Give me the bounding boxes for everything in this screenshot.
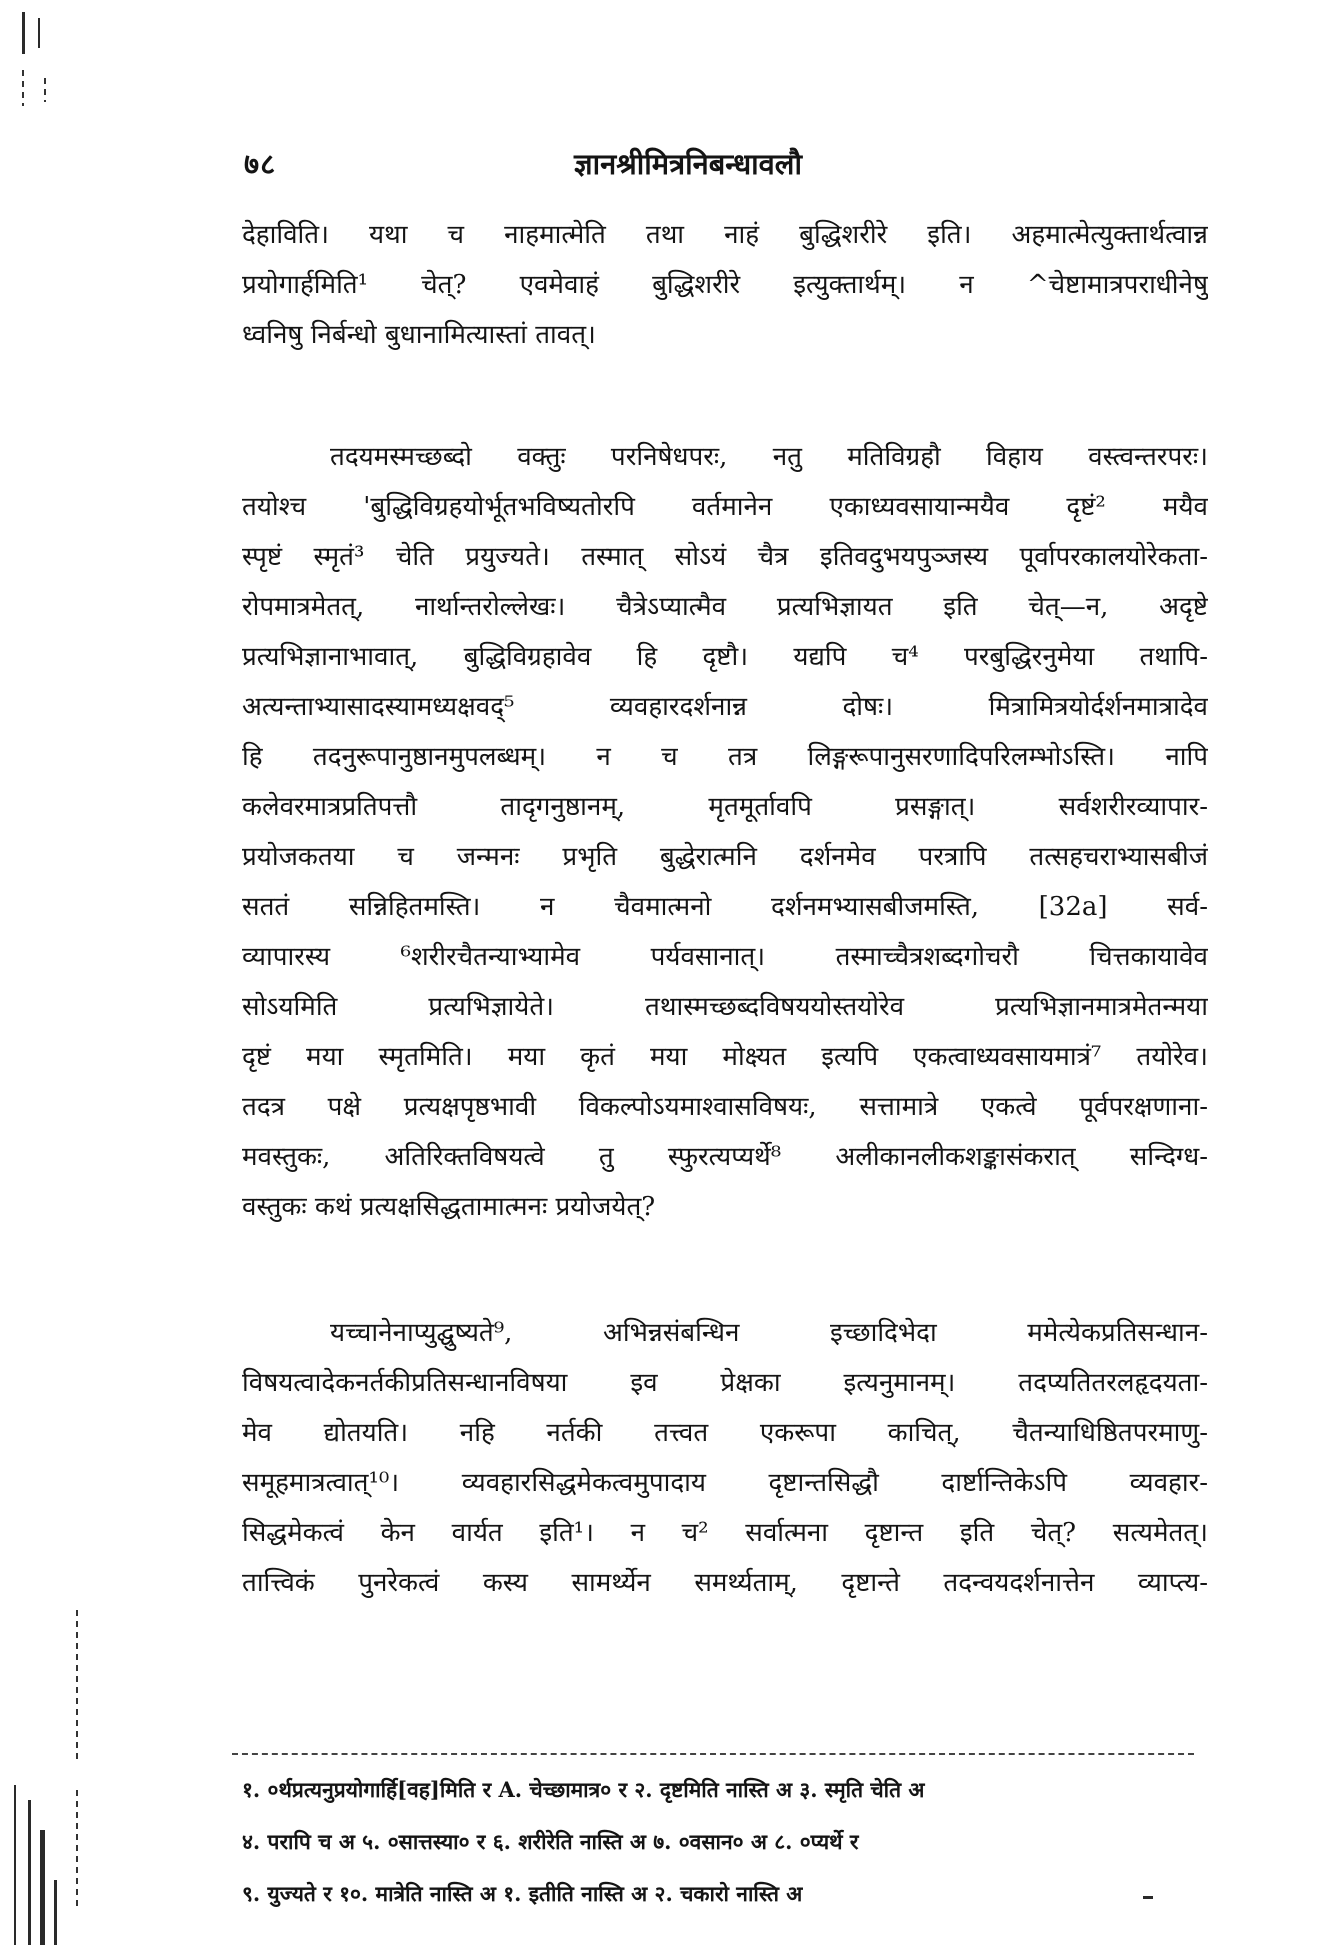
scan-edge-mark: [76, 1790, 78, 1910]
scan-edge-mark: [22, 70, 24, 106]
scan-edge-mark: [44, 78, 46, 102]
body-line: स्पृष्टं स्मृतं³ चेति प्रयुज्यते। तस्मात् सोऽयं चैत्र इतिवदुभयपुञ्जस्य पूर्वापरकालयोरेकता-: [242, 542, 1208, 572]
body-line: रोपमात्रमेतत्, नार्थान्तरोल्लेखः। चैत्रेऽप्यात्मैव प्रत्यभिज्ञायत इति चेत्—न, अदृष्टे: [242, 592, 1208, 622]
scan-edge-mark: [40, 1830, 45, 1945]
scan-edge-mark: [54, 1880, 57, 1945]
body-line: अत्यन्ताभ्यासादस्यामध्यक्षवद्⁵ व्यवहारदर्शनान्न दोषः। मित्रामित्रयोर्दर्शनमात्रादेव: [242, 692, 1208, 722]
body-line: देहाविति। यथा च नाहमात्मेति तथा नाहं बुद्धिशरीरे इति। अहमात्मेत्युक्तार्थत्वान्न: [242, 220, 1208, 250]
scan-edge-mark: [38, 18, 40, 48]
body-line: वस्तुकः कथं प्रत्यक्षसिद्धतामात्मनः प्रयोजयेत्?: [242, 1192, 656, 1222]
running-title: ज्ञानश्रीमित्रनिबन्धावलौ: [574, 147, 802, 181]
body-line: कलेवरमात्रप्रतिपत्तौ तादृगनुष्ठानम्, मृतमूर्तावपि प्रसङ्गात्। सर्वशरीरव्यापार-: [242, 792, 1208, 822]
footnote-line: ९. युज्यते र १०. मात्रेति नास्ति अ १. इतीति नास्ति अ २. चकारो नास्ति अ: [242, 1881, 803, 1906]
body-line: समूहमात्रत्वात्¹⁰। व्यवहारसिद्धमेकत्वमुपादाय दृष्टान्तसिद्धौ दार्ष्टान्तिकेऽपि व्यवहार-: [242, 1468, 1208, 1498]
body-line: ध्वनिषु निर्बन्धो बुधानामित्यास्तां तावत्।: [242, 320, 596, 350]
scan-edge-mark: [76, 1610, 78, 1760]
body-line: हि तदनुरूपानुष्ठानमुपलब्धम्। न च तत्र लिङ्गरूपानुसरणादिपरिलम्भोऽस्ति। नापि: [242, 742, 1208, 772]
body-line: मवस्तुकः, अतिरिक्तविषयत्वे तु स्फुरत्यप्यर्थे⁸ अलीकानलीकशङ्कासंकरात् सन्दिग्ध-: [242, 1142, 1208, 1172]
body-line: दृष्टं मया स्मृतमिति। मया कृतं मया मोक्ष्यत इत्यपि एकत्वाध्यवसायमात्रं⁷ तयोरेव।: [242, 1042, 1208, 1072]
scan-edge-mark: [14, 1785, 16, 1945]
footnote-line: ४. परापि च अ ५. ०सात्तस्या० र ६. शरीरेति नास्ति अ ७. ०वसान० अ ८. ०प्यर्थे र: [242, 1829, 859, 1854]
body-line: तात्त्विकं पुनरेकत्वं कस्य सामर्थ्येन समर्थ्यताम्, दृष्टान्ते तदन्वयदर्शनात्तेन व्याप्त्य-: [242, 1568, 1208, 1598]
body-line: प्रयोगार्हमिति¹ चेत्? एवमेवाहं बुद्धिशरीरे इत्युक्तार्थम्। न ^चेष्टामात्रपराधीनेषु: [242, 270, 1208, 300]
footnote-divider: [232, 1753, 1194, 1755]
body-line: तयोश्च 'बुद्धिविग्रहयोर्भूतभविष्यतोरपि वर्तमानेन एकाध्यवसायान्मयैव दृष्टं² मयैव: [242, 492, 1208, 522]
body-line: सोऽयमिति प्रत्यभिज्ञायेते। तथास्मच्छब्दविषययोस्तयोरेव प्रत्यभिज्ञानमात्रमेतन्मया: [242, 992, 1208, 1022]
scan-edge-mark: [22, 12, 25, 54]
body-line: विषयत्वादेकनर्तकीप्रतिसन्धानविषया इव प्रेक्षका इत्यनुमानम्। तदप्यतितरलहृदयता-: [242, 1368, 1208, 1398]
body-line: तदत्र पक्षे प्रत्यक्षपृष्ठभावी विकल्पोऽयमाश्वासविषयः, सत्तामात्रे एकत्वे पूर्वपरक्षणाना-: [242, 1092, 1208, 1122]
scan-edge-mark: [28, 1800, 31, 1945]
body-line: व्यापारस्य ⁶शरीरचैतन्याभ्यामेव पर्यवसानात्। तस्माच्चैत्रशब्दगोचरौ चित्तकायावेव: [242, 942, 1208, 972]
body-line: प्रत्यभिज्ञानाभावात्, बुद्धिविग्रहावेव हि दृष्टौ। यद्यपि च⁴ परबुद्धिरनुमेया तथापि-: [242, 642, 1208, 672]
body-line: सततं सन्निहितमस्ति। न चैवमात्मनो दर्शनमभ्यासबीजमस्ति, [32a] सर्व-: [242, 892, 1208, 922]
body-line: सिद्धमेकत्वं केन वार्यत इति¹। न च² सर्वात्मना दृष्टान्त इति चेत्? सत्यमेतत्।: [242, 1518, 1208, 1548]
body-line: यच्चानेनाप्युद्घुष्यते⁹, अभिन्नसंबन्धिन इच्छादिभेदा ममेत्येकप्रतिसन्धान-: [330, 1318, 1208, 1348]
body-line: प्रयोजकतया च जन्मनः प्रभृति बुद्धेरात्मनि दर्शनमेव परत्रापि तत्सहचराभ्यासबीजं: [242, 842, 1208, 872]
footnote-line: १. ०र्थप्रत्यनुप्रयोगार्हि[वह]मिति र A. चेच्छामात्र० र २. दृष्टमिति नास्ति अ ३. स्मृति चेति अ: [242, 1777, 925, 1802]
page-number: ७८: [244, 147, 277, 181]
body-line: मेव द्योतयति। नहि नर्तकी तत्त्वत एकरूपा काचित्, चैतन्याधिष्ठितपरमाणु-: [242, 1418, 1208, 1448]
body-line: तदयमस्मच्छब्दो वक्तुः परनिषेधपरः, नतु मतिविग्रहौ विहाय वस्त्वन्तरपरः।: [330, 442, 1208, 472]
